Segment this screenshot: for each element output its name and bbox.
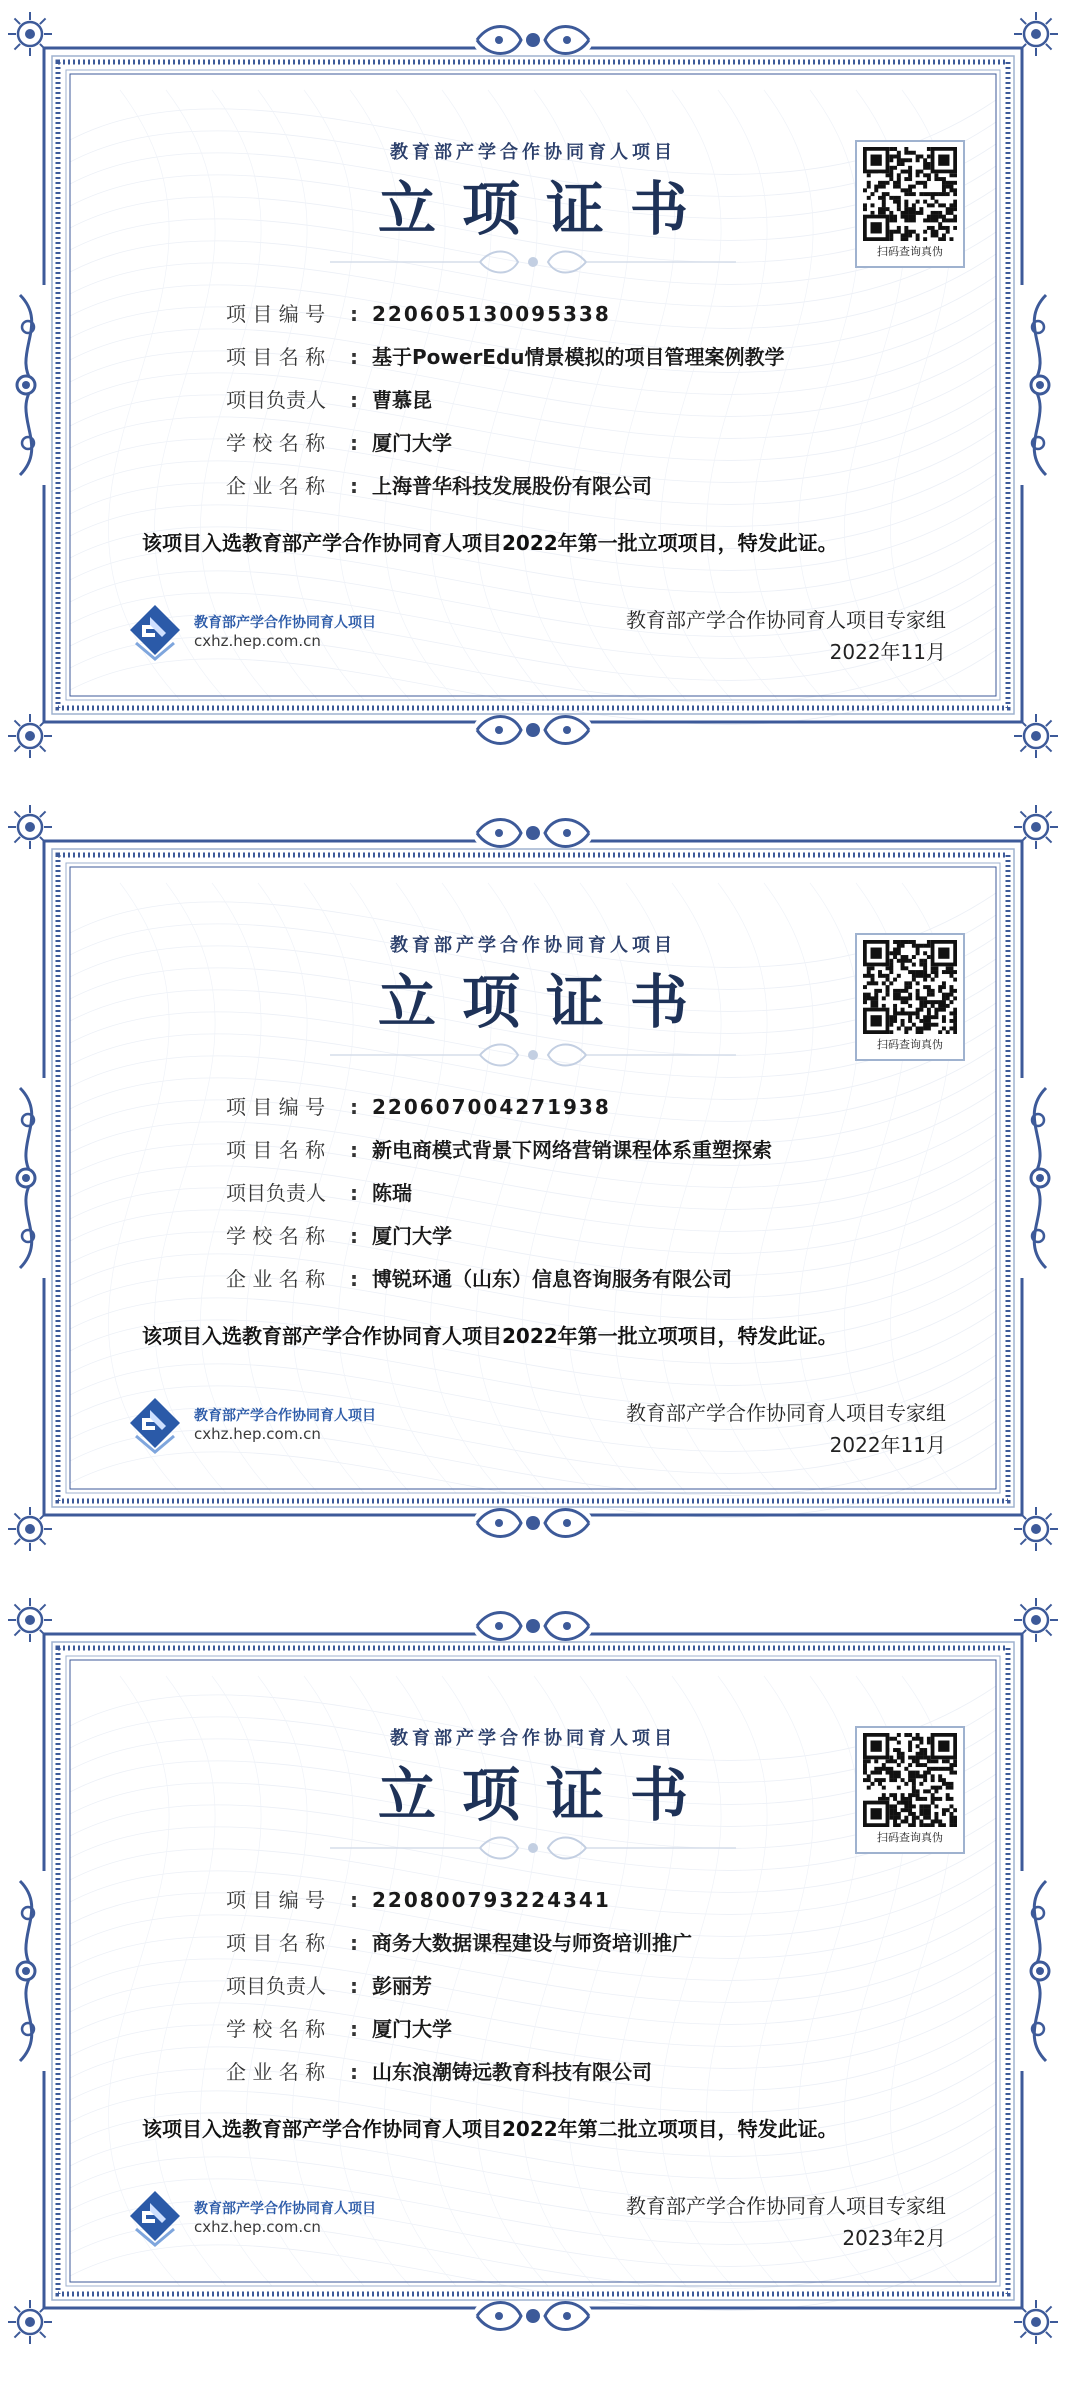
qr-caption: 扫码查询真伪	[877, 1831, 943, 1844]
issue-date: 2023年2月	[842, 2226, 946, 2250]
verification-qr-code[interactable]	[855, 933, 965, 1061]
certificate-subtitle: 教育部产学合作协同育人项目	[390, 142, 676, 163]
field-value: 博锐环通（山东）信息咨询服务有限公司	[372, 1267, 732, 1291]
issuer: 教育部产学合作协同育人项目专家组	[626, 2194, 946, 2218]
certificate-1: 教育部产学合作协同育人项目 立项证书 扫码查询真伪 项 目 编 号 : 220605130095338 项 目 名 称 : 基于PowerEdu情景模拟的项目管理案例教学 项目负责人 : 曹慕昆 学 校 名 称 : 厦门大学 企 业 名 称 : 上海普华科技发展股份有限公司 该项目入选教育部产学合作协同育人项目2022年第一批立项项目，特发此证。 教育部产学合作协同育人项目 cxhz.hep.com.cn 教育部产学合作协同育人项目专家组 2022年11月	[0, 0, 1066, 770]
program-logo-icon	[128, 1396, 182, 1454]
issue-date: 2022年11月	[829, 640, 946, 664]
program-logo-icon	[128, 603, 182, 661]
field-value: 陈瑞	[372, 1181, 412, 1205]
logo-url: cxhz.hep.com.cn	[194, 2218, 321, 2236]
qr-code-icon	[863, 940, 957, 1034]
program-logo	[128, 600, 388, 664]
logo-org-name: 教育部产学合作协同育人项目	[194, 1408, 376, 1424]
field-label: 学 校 名 称	[226, 431, 326, 455]
field-label: 企 业 名 称	[226, 474, 326, 498]
program-logo	[128, 2186, 388, 2250]
field-value: 220800793224341	[372, 1888, 611, 1912]
field-label: 项目负责人	[226, 388, 326, 412]
qr-caption: 扫码查询真伪	[877, 1038, 943, 1051]
program-logo	[128, 1393, 388, 1457]
field-value: 曹慕昆	[372, 388, 432, 412]
field-value: 220605130095338	[372, 302, 611, 326]
field-label: 项 目 编 号	[226, 1888, 326, 1912]
qr-caption: 扫码查询真伪	[877, 245, 943, 258]
verification-qr-code[interactable]	[855, 1726, 965, 1854]
logo-org-name: 教育部产学合作协同育人项目	[194, 2201, 376, 2217]
field-label: 项 目 编 号	[226, 1095, 326, 1119]
field-label: 项 目 名 称	[226, 345, 326, 369]
field-value: 厦门大学	[372, 431, 452, 455]
program-logo-icon	[128, 2189, 182, 2247]
field-label: 项目负责人	[226, 1181, 326, 1205]
issue-date: 2022年11月	[829, 1433, 946, 1457]
field-value: 厦门大学	[372, 1224, 452, 1248]
field-value: 新电商模式背景下网络营销课程体系重塑探索	[372, 1138, 772, 1162]
certificate-title: 立项证书	[377, 175, 714, 243]
field-value: 厦门大学	[372, 2017, 452, 2041]
logo-url: cxhz.hep.com.cn	[194, 1425, 321, 1443]
certificate-2: 教育部产学合作协同育人项目 立项证书 扫码查询真伪 项 目 编 号 : 220607004271938 项 目 名 称 : 新电商模式背景下网络营销课程体系重塑探索 项目负责人 : 陈瑞 学 校 名 称 : 厦门大学 企 业 名 称 : 博锐环通（山东）信息咨询服务有限公司 该项目入选教育部产学合作协同育人项目2022年第一批立项项目，特发此证。 教育部产学合作协同育人项目 cxhz.hep.com.cn 教育部产学合作协同育人项目专家组 2022年11月	[0, 793, 1066, 1563]
field-label: 学 校 名 称	[226, 2017, 326, 2041]
logo-url: cxhz.hep.com.cn	[194, 632, 321, 650]
qr-code-icon	[863, 147, 957, 241]
field-label: 学 校 名 称	[226, 1224, 326, 1248]
certificate-subtitle: 教育部产学合作协同育人项目	[390, 1728, 676, 1749]
qr-code-icon	[863, 1733, 957, 1827]
field-value: 商务大数据课程建设与师资培训推广	[372, 1931, 692, 1955]
field-value: 220607004271938	[372, 1095, 611, 1119]
issuer: 教育部产学合作协同育人项目专家组	[626, 1401, 946, 1425]
field-value: 基于PowerEdu情景模拟的项目管理案例教学	[372, 345, 785, 369]
field-value: 上海普华科技发展股份有限公司	[372, 474, 652, 498]
field-value: 彭丽芳	[372, 1974, 432, 1998]
field-label: 项目负责人	[226, 1974, 326, 1998]
logo-org-name: 教育部产学合作协同育人项目	[194, 615, 376, 631]
field-label: 项 目 编 号	[226, 302, 326, 326]
certificate-3: 教育部产学合作协同育人项目 立项证书 扫码查询真伪 项 目 编 号 : 220800793224341 项 目 名 称 : 商务大数据课程建设与师资培训推广 项目负责人 : 彭丽芳 学 校 名 称 : 厦门大学 企 业 名 称 : 山东浪潮铸远教育科技有限公司 该项目入选教育部产学合作协同育人项目2022年第二批立项项目，特发此证。 教育部产学合作协同育人项目 cxhz.hep.com.cn 教育部产学合作协同育人项目专家组 2023年2月	[0, 1586, 1066, 2356]
issuer: 教育部产学合作协同育人项目专家组	[626, 608, 946, 632]
field-label: 项 目 名 称	[226, 1931, 326, 1955]
certificate-subtitle: 教育部产学合作协同育人项目	[390, 935, 676, 956]
verification-qr-code[interactable]	[855, 140, 965, 268]
field-label: 企 业 名 称	[226, 2060, 326, 2084]
field-label: 项 目 名 称	[226, 1138, 326, 1162]
field-value: 山东浪潮铸远教育科技有限公司	[372, 2060, 652, 2084]
certificate-statement: 该项目入选教育部产学合作协同育人项目2022年第一批立项项目，特发此证。	[142, 1324, 838, 1348]
certificate-title: 立项证书	[377, 968, 714, 1036]
certificate-statement: 该项目入选教育部产学合作协同育人项目2022年第二批立项项目，特发此证。	[142, 2117, 838, 2141]
field-label: 企 业 名 称	[226, 1267, 326, 1291]
certificate-statement: 该项目入选教育部产学合作协同育人项目2022年第一批立项项目，特发此证。	[142, 531, 838, 555]
certificate-title: 立项证书	[377, 1761, 714, 1829]
